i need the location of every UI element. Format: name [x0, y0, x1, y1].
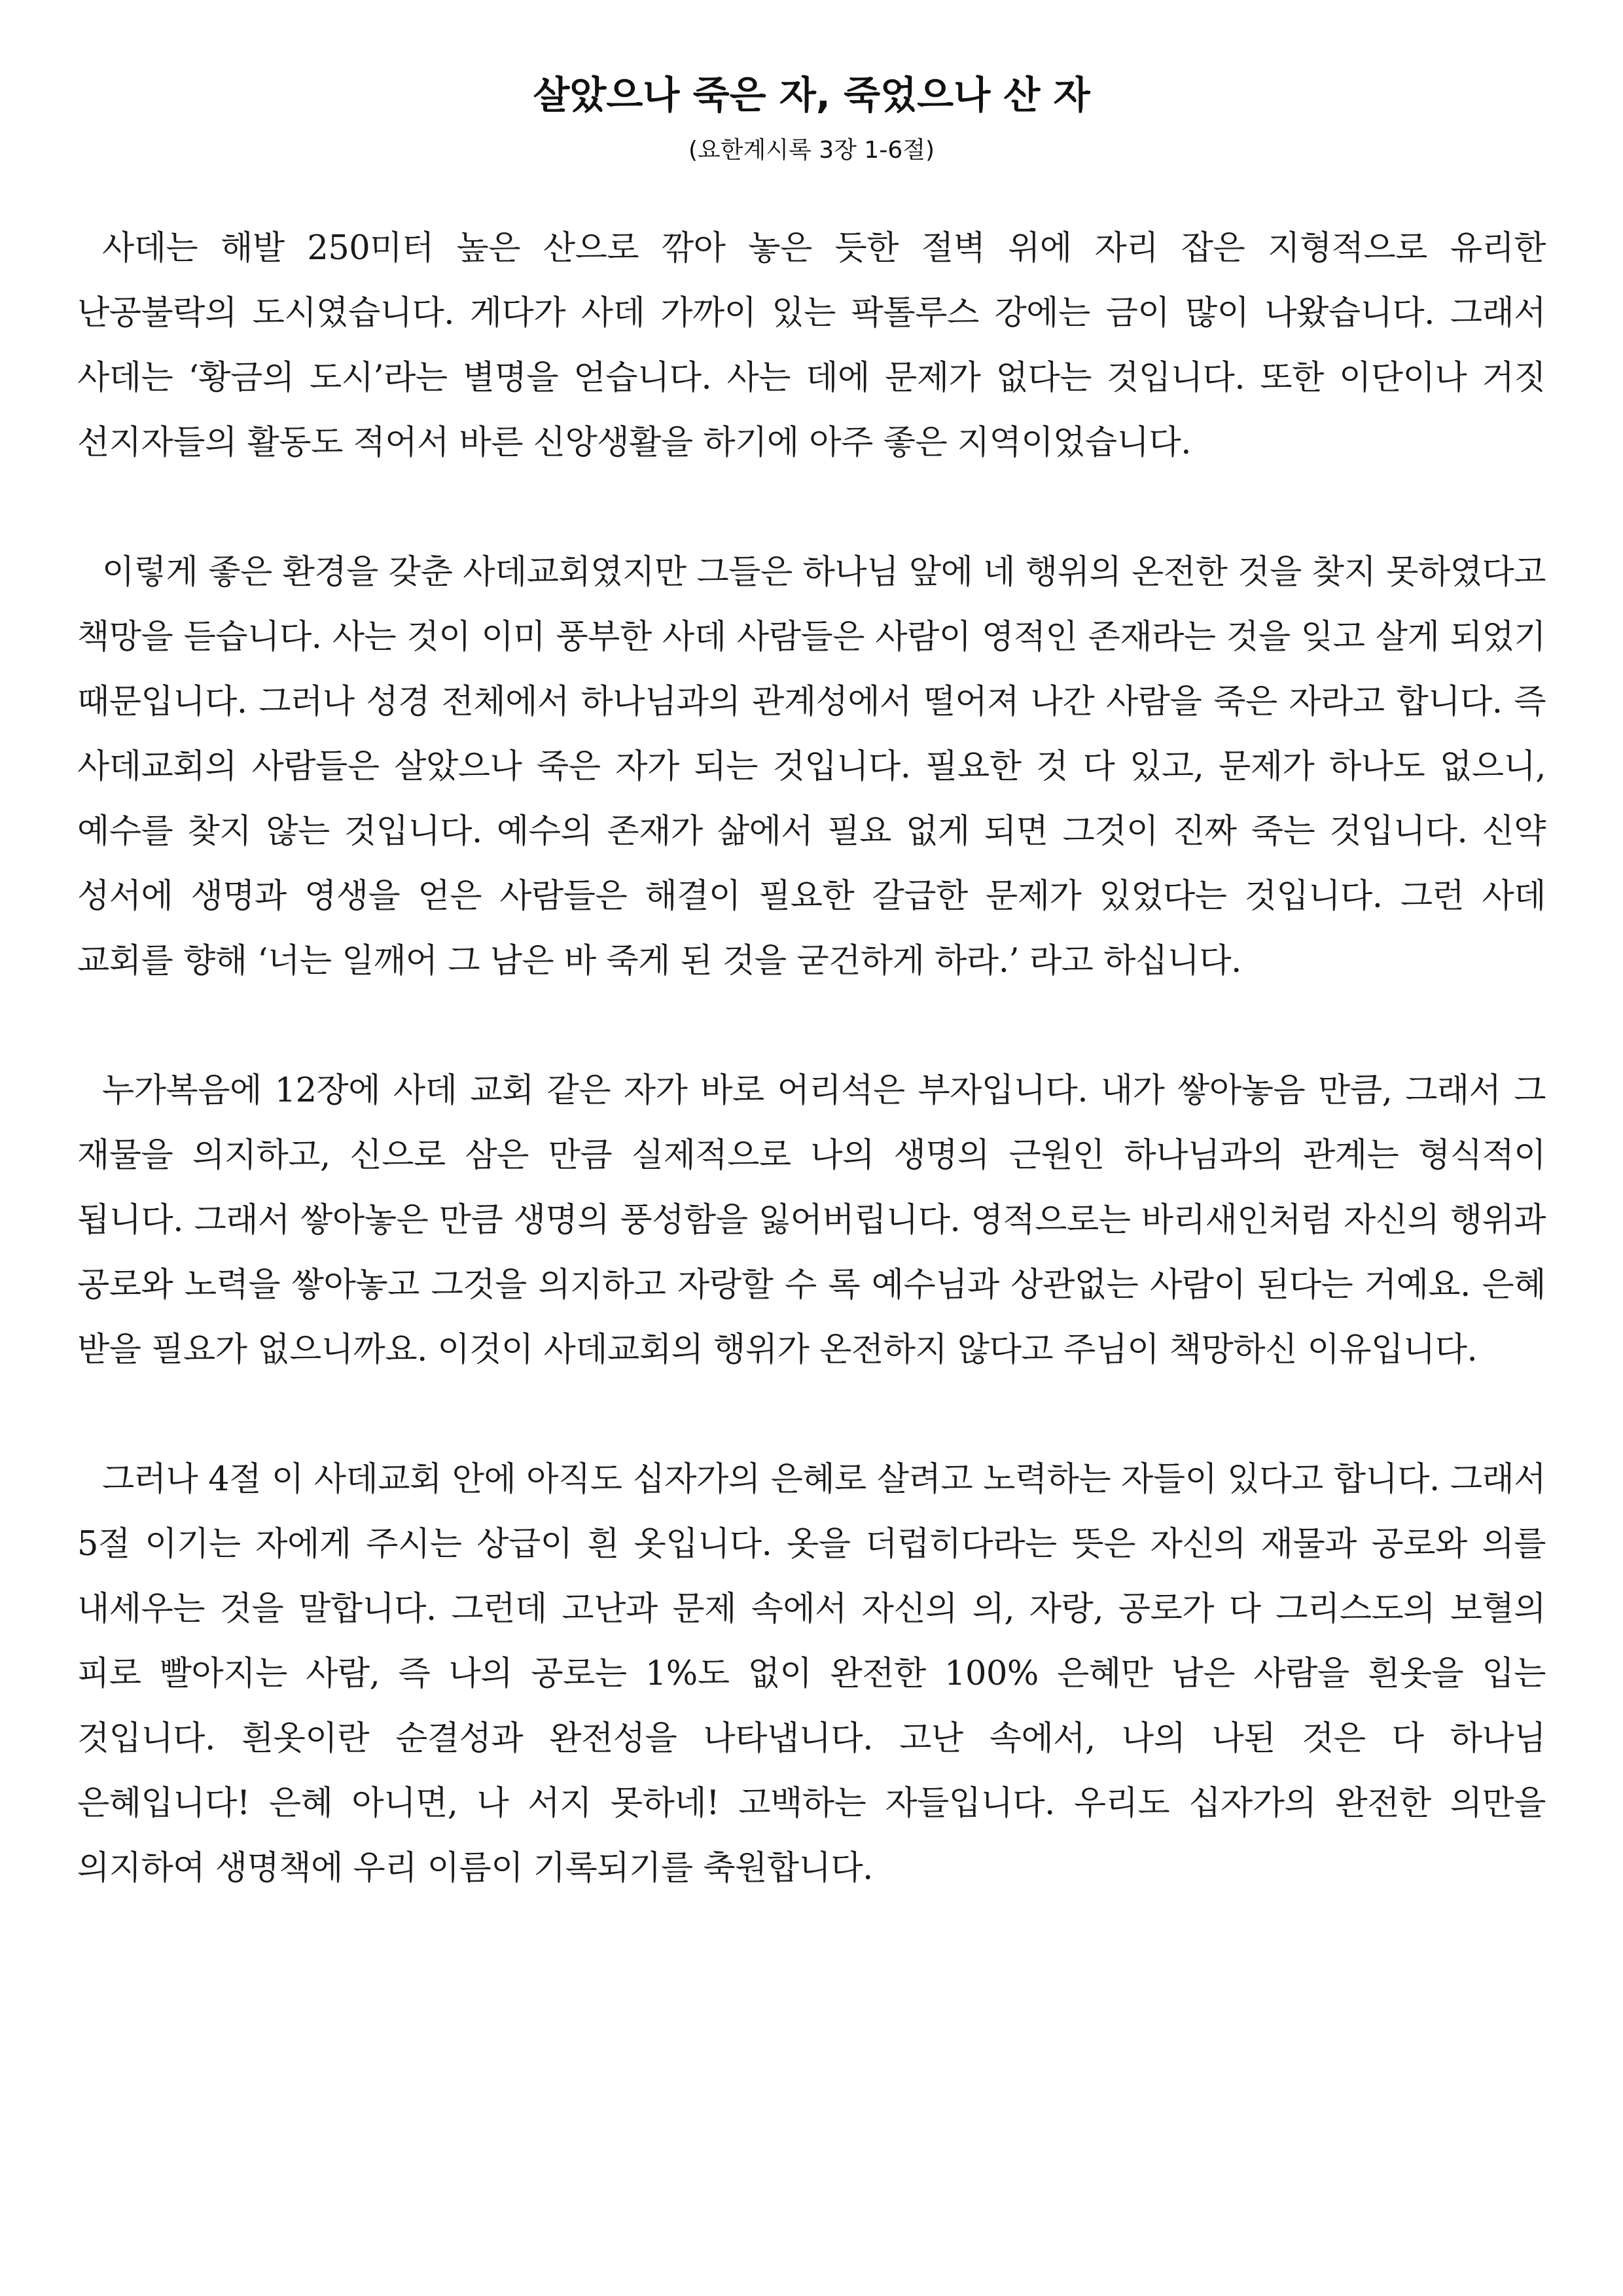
paragraph-4: 그러나 4절 이 사데교회 안에 아직도 십자가의 은혜로 살려고 노력하는 자들이 있다고 합니다. 그래서 5절 이기는 자에게 주시는 상급이 흰 옷입니다. 옷을 더럽히다라는 뜻은 자신의 재물과 공로와 의를 내세우는 것을 말합니다. 그런데 고난과 문제 속에서 자신의 의, 자랑, 공로가 다 그리스도의 보혈의 피로 빨아지는 사람, 즉 나의 공로는 1%도 없이 완전한 100% 은혜만 남은 사람을 흰옷을 입는 것입니다. 흰옷이란 순결성과 완전성을 나타냅니다. 고난 속에서, 나의 나된 것은 다 하나님 은혜입니다! 은혜 아니면, 나 서지 못하네! 고백하는 자들입니다. 우리도 십자가의 완전한 의만을 의지하여 생명책에 우리 이름이 기록되기를 축원합니다. [77, 1460, 1546, 1888]
paragraph-3: 누가복음에 12장에 사데 교회 같은 자가 바로 어리석은 부자입니다. 내가 쌓아놓음 만큼, 그래서 그 재물을 의지하고, 신으로 삼은 만큼 실제적으로 나의 생명의 근원인 하나님과의 관계는 형식적이 됩니다. 그래서 쌓아놓은 만큼 생명의 풍성함을 잃어버립니다. 영적으로는 바리새인처럼 자신의 행위과 공로와 노력을 쌓아놓고 그것을 의지하고 자랑할 수 록 예수님과 상관없는 사람이 된다는 거예요. 은혜 받을 필요가 없으니까요. 이것이 사데교회의 행위가 온전하지 않다고 주님이 책망하신 이유입니다. [77, 1071, 1546, 1369]
document-body [77, 216, 1546, 1901]
document-title: 살았으나 죽은 자, 죽었으나 산 자 [533, 73, 1090, 117]
paragraph-2: 이렇게 좋은 환경을 갖춘 사데교회였지만 그들은 하나님 앞에 네 행위의 온전한 것을 찾지 못하였다고 책망을 듣습니다. 사는 것이 이미 풍부한 사데 사람들은 사람이 영적인 존재라는 것을 잊고 살게 되었기 때문입니다. 그러나 성경 전체에서 하나님과의 관계성에서 떨어져 나간 사람을 죽은 자라고 합니다. 즉 사데교회의 사람들은 살았으나 죽은 자가 되는 것입니다. 필요한 것 다 있고, 문제가 하나도 없으니, 예수를 찾지 않는 것입니다. 예수의 존재가 삶에서 필요 없게 되면 그것이 진짜 죽는 것입니다. 신약 성서에 생명과 영생을 얻은 사람들은 해결이 필요한 갈급한 문제가 있었다는 것입니다. 그런 사데 교회를 향해 ‘너는 일깨어 그 남은 바 죽게 된 것을 굳건하게 하라.’ 라고 하십니다. [77, 553, 1546, 980]
scripture-reference: (요한계시록 3장 1-6절) [688, 137, 935, 164]
paragraph-1: 사데는 해발 250미터 높은 산으로 깎아 놓은 듯한 절벽 위에 자리 잡은 지형적으로 유리한 난공불락의 도시였습니다. 게다가 사데 가까이 있는 팍톨루스 강에는 금이 많이 나왔습니다. 그래서 사데는 ‘황금의 도시’라는 별명을 얻습니다. 사는 데에 문제가 없다는 것입니다. 또한 이단이나 거짓 선지자들의 활동도 적어서 바른 신앙생활을 하기에 아주 좋은 지역이었습니다. [77, 229, 1546, 462]
